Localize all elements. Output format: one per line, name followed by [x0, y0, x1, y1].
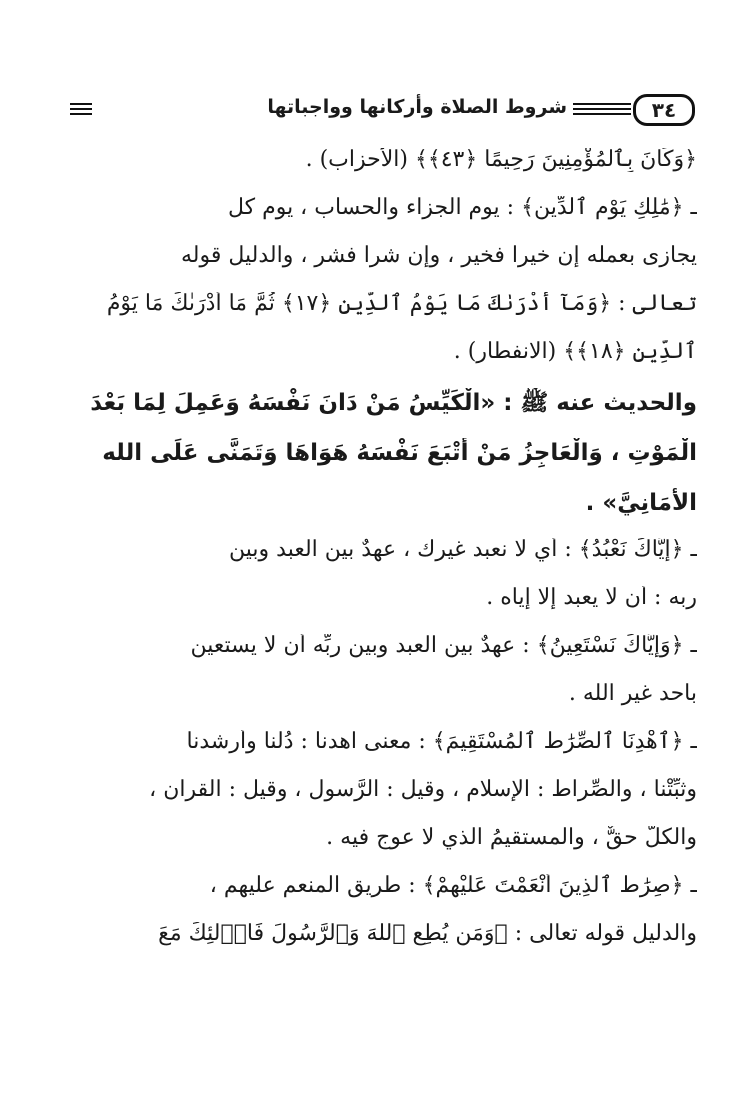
text-line: وثبِّتْنا ، والصِّراط : الإسلام ، وقيل : الرَّسول ، وقيل : القرآن ، [149, 778, 697, 802]
text-line: يجازى بعمله إن خيراً فخير ، وإن شراً فشر ، والدليل قوله [180, 244, 697, 268]
header-rule-left [70, 103, 92, 115]
hadith-line: والحديث عنه ﷺ : «الْكَيِّسُ مَنْ دَانَ نَفْسَهُ وَعَمِلَ لِمَا بَعْدَ [90, 390, 697, 416]
text-line: والكلُّ حقٌّ ، والمستقيمُ الذي لا عوج فيه . [326, 826, 697, 850]
hadith-line: الْمَوْتِ ، وَالْعَاجِزُ مَنْ أَتْبَعَ نَفْسَهُ هَوَاهَا وَتَمَنَّى عَلَى الله [102, 440, 697, 466]
text-line: ـ ﴿وَإِيَّاكَ نَسْتَعِينُ﴾ : عهدٌ بين العبد وبين ربِّه أن لا يستعين [190, 634, 697, 658]
body-text [72, 148, 697, 970]
text-line: ﴿وَكَانَ بِٱلْمُؤْمِنِينَ رَحِيمًا ﴿٤٣﴾﴾ (الأحزاب) . [305, 148, 697, 172]
text-line: ـ ﴿ٱهْدِنَا ٱلصِّرَٰطَ ٱلْمُسْتَقِيمَ﴾ : معنى اهدنا : دُلَّنا وأرشدنا [186, 730, 697, 754]
text-line: ـ ﴿صِرَٰطَ ٱلَّذِينَ أَنْعَمْتَ عَلَيْهِمْ﴾ : طريق المنعم عليهم ، [209, 874, 697, 898]
page-number: ٣٤ [633, 94, 695, 126]
page-header [70, 92, 695, 132]
text-line: ـ ﴿إِيَّاكَ نَعْبُدُ﴾ : أي لا نعبد غيرك ، عهدٌ بين العبد وبين [229, 538, 697, 562]
text-line: ربه : أن لا يعبد إلا إياه . [486, 586, 697, 610]
text-line: ـ ﴿مَٰلِكِ يَوْمِ ٱلدِّينِ﴾ : يوم الجزاء والحساب ، يوم كل [227, 196, 697, 220]
text-line: تعالى : ﴿وَمَآ أَدْرَىٰكَ مَا يَوْمُ ٱلدِّينِ ﴿١٧﴾ ثُمَّ مَآ أَدْرَىٰكَ مَا يَوْمُ [106, 292, 697, 316]
text-line: بأحد غير الله . [568, 682, 697, 706]
text-line: والدليل قوله تعالى : ﴿وَمَن يُطِعِ ٱللَّهَ وَٱلرَّسُولَ فَأُو۟لَٰٓئِكَ مَعَ [158, 922, 697, 946]
text-line: ٱلدِّينِ ﴿١٨﴾﴾ (الانفطار) . [453, 340, 697, 364]
running-title: شروط الصلاة وأركانها وواجباتها [267, 96, 567, 118]
hadith-line: الأَمَانِيَّ» . [585, 490, 697, 516]
header-rule-right [573, 103, 631, 115]
